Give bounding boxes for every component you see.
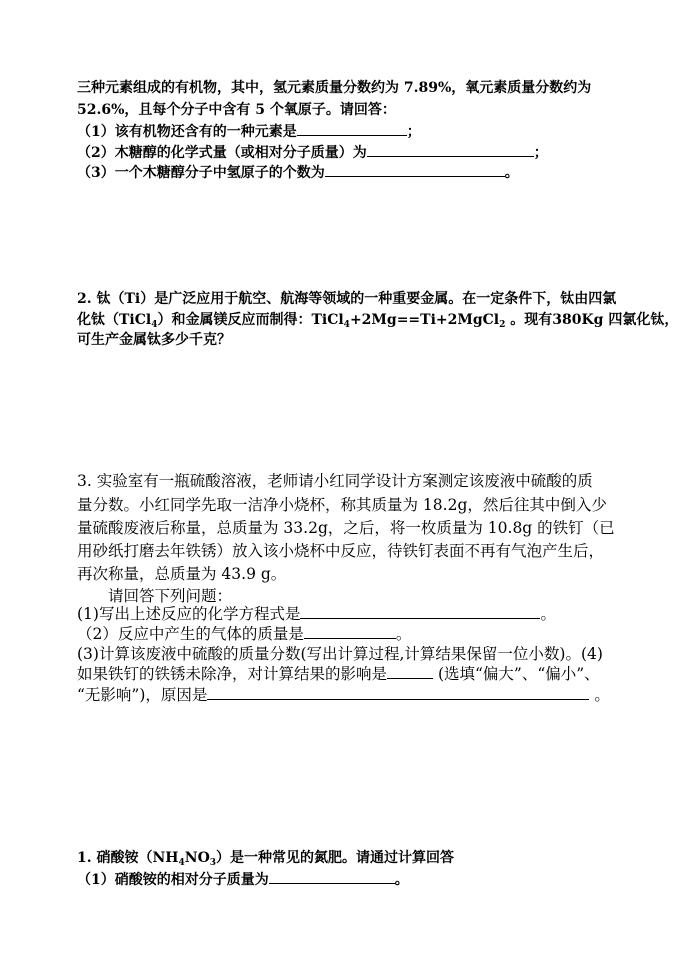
subquestion-end: ；: [406, 124, 421, 140]
answer-blank: [297, 122, 407, 136]
subscript: 2: [499, 320, 506, 330]
subquestion-end: 。: [504, 165, 519, 181]
subscript: 4: [343, 320, 350, 330]
subquestion-label: （2）木糖醇的化学式量（或相对分子质量）为: [77, 145, 367, 161]
question-2-line: 可生产金属钛多少千克？: [77, 332, 231, 348]
text-run: 1. 硝酸铵（NH: [77, 850, 179, 866]
question-2-line: [77, 311, 678, 329]
question-3-line: 再次称量，总质量为 43.9 g。: [77, 565, 287, 583]
subscript: 3: [209, 858, 217, 868]
question-3-subquestion: (3)计算该废液中硫酸的质量分数(写出计算过程,计算结果保留一位小数)。(4): [77, 645, 603, 663]
subquestion-end: 。: [394, 872, 409, 888]
question-prev-line: 三种元素组成的有机物，其中，氢元素质量分数约为 7.89%，氧元素质量分数约为: [77, 80, 592, 96]
answer-blank: [269, 870, 395, 884]
text-run: 。现有380Kg 四氯化钛，: [505, 312, 679, 328]
question-3-subquestion: [77, 605, 556, 623]
text-run: NO: [184, 850, 210, 866]
subquestion-text: (选填“偏大”、“偏小”、: [433, 665, 600, 683]
subquestion-label: (1)写出上述反应的化学方程式是: [77, 605, 301, 623]
subquestion-end: ；: [533, 145, 548, 161]
subquestion-label: （3）一个木糖醇分子中氢原子的个数为: [77, 165, 325, 181]
question-prev-subquestion: [77, 143, 548, 162]
answer-blank: [300, 605, 540, 619]
subscript: 4: [178, 858, 185, 868]
text-run: +2Mg==Ti+2MgCl: [349, 312, 500, 328]
subquestion-end: 。: [589, 686, 610, 704]
subquestion-label: （1）该有机物还含有的一种元素是: [77, 124, 297, 140]
question-3-line: 3. 实验室有一瓶硫酸溶液，老师请小红同学设计方案测定该废液中硫酸的质: [77, 472, 593, 490]
subquestion-label: 如果铁钉的铁锈未除净，对计算结果的影响是: [77, 665, 388, 683]
question-prev-subquestion: [77, 163, 519, 182]
question-3-line: 量硫酸废液后称量，总质量为 33.2g，之后，将一枚质量为 10.8g 的铁钉（已: [77, 519, 615, 537]
answer-blank: [367, 143, 534, 157]
subscript: 4: [151, 320, 158, 330]
text-run: ）和金属镁反应而制得：TiCl: [157, 312, 344, 328]
answer-blank: [325, 163, 505, 177]
question-2-line: 2. 钛（Ti）是广泛应用于航空、航海等领域的一种重要金属。在一定条件下，钛由四氯: [77, 291, 617, 307]
question-3-subquestion: [77, 625, 411, 643]
question-prev-line: 52.6%，且每个分子中含有 5 个氧原子。请回答：: [77, 102, 396, 118]
subquestion-end: 。: [540, 605, 556, 623]
subquestion-label: （2）反应中产生的气体的质量是: [77, 625, 304, 643]
subquestion-label: “无影响”)，原因是: [77, 686, 208, 704]
answer-blank: [387, 665, 433, 679]
question-3-subquestion: [77, 686, 610, 704]
question-3-subquestion: [77, 665, 600, 683]
question-1-subquestion: [77, 870, 409, 889]
answer-blank: [207, 686, 589, 700]
answer-blank: [304, 625, 396, 639]
subquestion-end: 。: [395, 625, 412, 643]
question-3-line: 量分数。小红同学先取一洁净小烧杯，称其质量为 18.2g，然后往其中倒入少: [77, 496, 607, 514]
question-3-line: 用砂纸打磨去年铁锈）放入该小烧杯中反应，待铁钉表面不再有气泡产生后，: [77, 542, 605, 560]
subquestion-label: （1）硝酸铵的相对分子质量为: [77, 872, 269, 888]
text-run: 化钛（TiCl: [77, 312, 152, 328]
question-prev-subquestion: [77, 122, 421, 141]
text-run: ）是一种常见的氮肥。请通过计算回答: [216, 850, 455, 866]
question-1-line: [77, 849, 454, 867]
question-3-prompt: 请回答下列问题：: [108, 587, 233, 605]
